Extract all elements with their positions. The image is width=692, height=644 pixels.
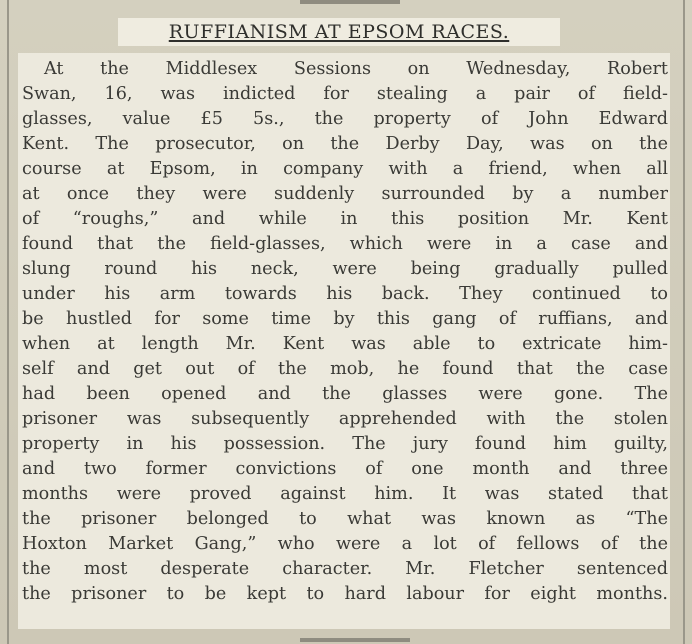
article-line: Swan, 16, was indicted for stealing a pair of field- — [22, 84, 668, 104]
article-line: At the Middlesex Sessions on Wednesday, Robert — [44, 59, 668, 79]
article-line: and two former convictions of one month and three — [22, 459, 668, 479]
article-line: glasses, value £5 5s., the property of John Edward — [22, 109, 668, 129]
article-line: Hoxton Market Gang,” who were a lot of fellows of the — [22, 534, 668, 554]
article-line: self and get out of the mob, he found that the case — [22, 359, 668, 379]
column-rule-right — [683, 0, 685, 644]
article-line: the prisoner belonged to what was known as “The — [22, 509, 668, 529]
article-line: the most desperate character. Mr. Fletcher sentenced — [22, 559, 668, 579]
article-line: under his arm towards his back. They continued to — [22, 284, 668, 304]
article-line: had been opened and the glasses were gone. The — [22, 384, 668, 404]
article-line: property in his possession. The jury found him guilty, — [22, 434, 668, 454]
bottom-divider — [300, 638, 410, 642]
article-line: at once they were suddenly surrounded by a number — [22, 184, 668, 204]
article-line: months were proved against him. It was stated that — [22, 484, 668, 504]
article-line: prisoner was subsequently apprehended with the stolen — [22, 409, 668, 429]
column-rule-left — [7, 0, 9, 644]
article-headline: RUFFIANISM AT EPSOM RACES. — [168, 21, 510, 43]
top-divider — [300, 0, 400, 4]
article-line: of “roughs,” and while in this position Mr. Kent — [22, 209, 668, 229]
article-line: course at Epsom, in company with a friend, when all — [22, 159, 668, 179]
article-line: found that the field-glasses, which were in a case and — [22, 234, 668, 254]
article-line: slung round his neck, were being gradually pulled — [22, 259, 668, 279]
article-line: be hustled for some time by this gang of ruffians, and — [22, 309, 668, 329]
article-line: when at length Mr. Kent was able to extricate him- — [22, 334, 668, 354]
headline-box — [118, 18, 560, 46]
article-line: the prisoner to be kept to hard labour for eight months. — [22, 584, 668, 604]
article-line: Kent. The prosecutor, on the Derby Day, was on the — [22, 134, 668, 154]
